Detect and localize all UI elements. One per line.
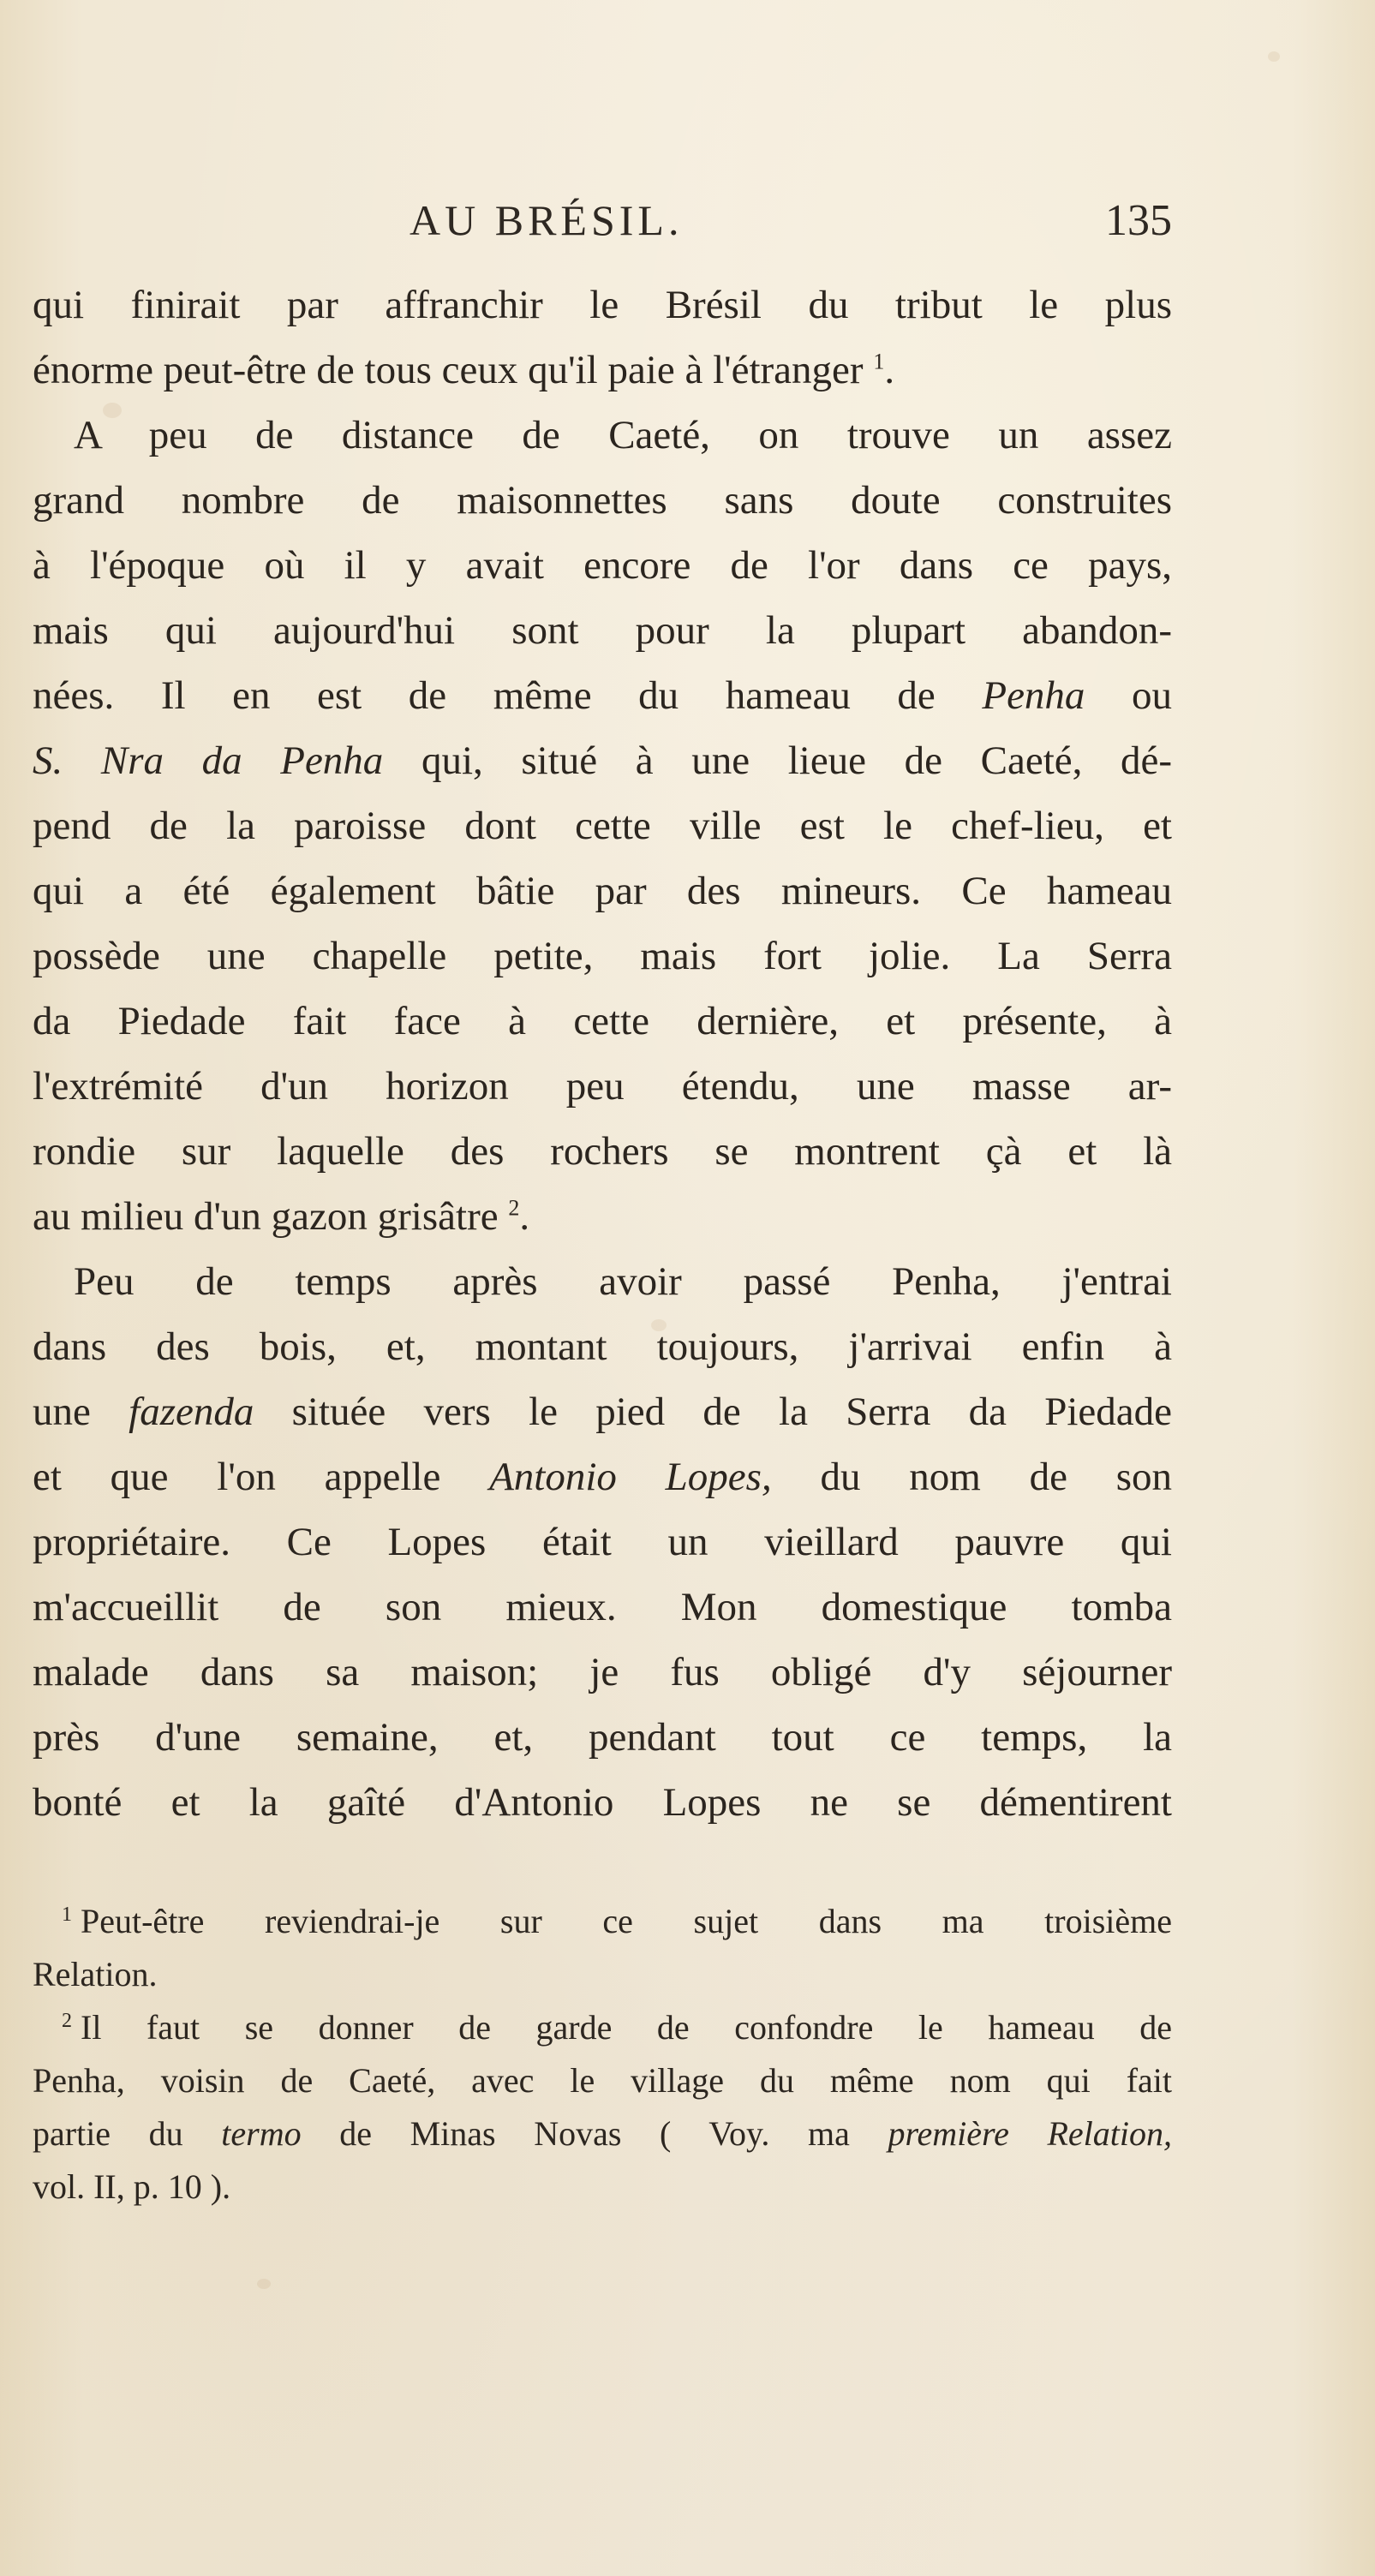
paragraph-start-line: A peu de distance de Caeté, on trouve un assez bbox=[74, 413, 1172, 457]
paper-stain bbox=[257, 2279, 271, 2289]
text-line: mais qui aujourd'hui sont pour la plupart abandon- bbox=[33, 608, 1172, 653]
footnote-line: partie du termo de Minas Novas ( Voy. ma première Relation, bbox=[33, 2114, 1172, 2153]
text-line: nées. Il en est de même du hameau de Penha ou bbox=[33, 673, 1173, 718]
text-line: m'accueillit de son mieux. Mon domestique tomba bbox=[33, 1585, 1172, 1629]
italic-term: Antonio Lopes, bbox=[489, 1455, 772, 1499]
footnote-2: $^2$ Il faut se donner de garde de confondre le hameau de bbox=[62, 2008, 1172, 2047]
italic-term: fazenda bbox=[129, 1390, 254, 1434]
text-line: à l'époque où il y avait encore de l'or dans ce pays, bbox=[33, 543, 1172, 588]
main-text bbox=[33, 272, 1172, 1835]
text-line: grand nombre de maisonnettes sans doute construites bbox=[33, 478, 1172, 523]
footnote-1: $^1$ Peut-être reviendrai-je sur ce sujet dans ma troisième bbox=[62, 1902, 1172, 1940]
footnotes bbox=[33, 1895, 1172, 2214]
text-line: qui a été également bâtie par des mineurs. Ce hameau bbox=[33, 869, 1172, 913]
footnote-number: 1 bbox=[62, 1903, 72, 1926]
text-line: dans des bois, et, montant toujours, j'arrivai enfin à bbox=[33, 1324, 1172, 1369]
italic-term: termo bbox=[221, 2114, 302, 2153]
running-head: AU BRÉSIL. bbox=[410, 196, 684, 244]
text-line: propriétaire. Ce Lopes était un vieillard pauvre qui bbox=[33, 1520, 1172, 1564]
text-line: pend de la paroisse dont cette ville est le chef-lieu, et bbox=[33, 804, 1172, 848]
page-number: 135 bbox=[1105, 196, 1172, 245]
italic-term: S. Nra da Penha bbox=[33, 738, 384, 783]
page-header bbox=[33, 195, 1172, 247]
text-line: près d'une semaine, et, pendant tout ce temps, la bbox=[33, 1715, 1172, 1760]
footnote-marker: 2 bbox=[508, 1195, 520, 1221]
text-line: da Piedade fait face à cette dernière, et présente, à bbox=[33, 999, 1172, 1043]
text-line: l'extrémité d'un horizon peu étendu, une masse ar- bbox=[33, 1064, 1172, 1109]
paragraph-start-line: Peu de temps après avoir passé Penha, j'entrai bbox=[74, 1259, 1172, 1304]
text-line: au milieu d'un gazon grisâtre $^2$. bbox=[33, 1194, 530, 1239]
footnote-marker: 1 bbox=[873, 349, 885, 374]
footnote-line: Penha, voisin de Caeté, avec le village du même nom qui fait bbox=[33, 2061, 1172, 2100]
text-line: une fazenda située vers le pied de la Serra da Piedade bbox=[33, 1390, 1173, 1434]
footnote-line: Relation. bbox=[33, 1955, 158, 1993]
text-line: possède une chapelle petite, mais fort jolie. La Serra bbox=[33, 934, 1172, 978]
text-line: S. Nra da Penha qui, situé à une lieue de Caeté, dé- bbox=[33, 738, 1173, 783]
text-line: malade dans sa maison; je fus obligé d'y séjourner bbox=[33, 1650, 1172, 1694]
footnote-line: vol. II, p. 10 ). bbox=[33, 2167, 231, 2206]
text-line: et que l'on appelle Antonio Lopes, du nom de son bbox=[33, 1455, 1172, 1499]
footnote-number: 2 bbox=[62, 2009, 72, 2032]
text-line: qui finirait par affranchir le Brésil du tribut le plus bbox=[33, 283, 1172, 327]
italic-term: Penha bbox=[982, 673, 1085, 718]
italic-title: première Relation, bbox=[888, 2114, 1172, 2153]
text-line: rondie sur laquelle des rochers se montrent çà et là bbox=[33, 1129, 1172, 1174]
text-line: bonté et la gaîté d'Antonio Lopes ne se démentirent bbox=[33, 1780, 1172, 1825]
paper-stain bbox=[1268, 51, 1280, 62]
text-line: énorme peut-être de tous ceux qu'il paie à l'étranger $^1$. bbox=[33, 348, 895, 392]
